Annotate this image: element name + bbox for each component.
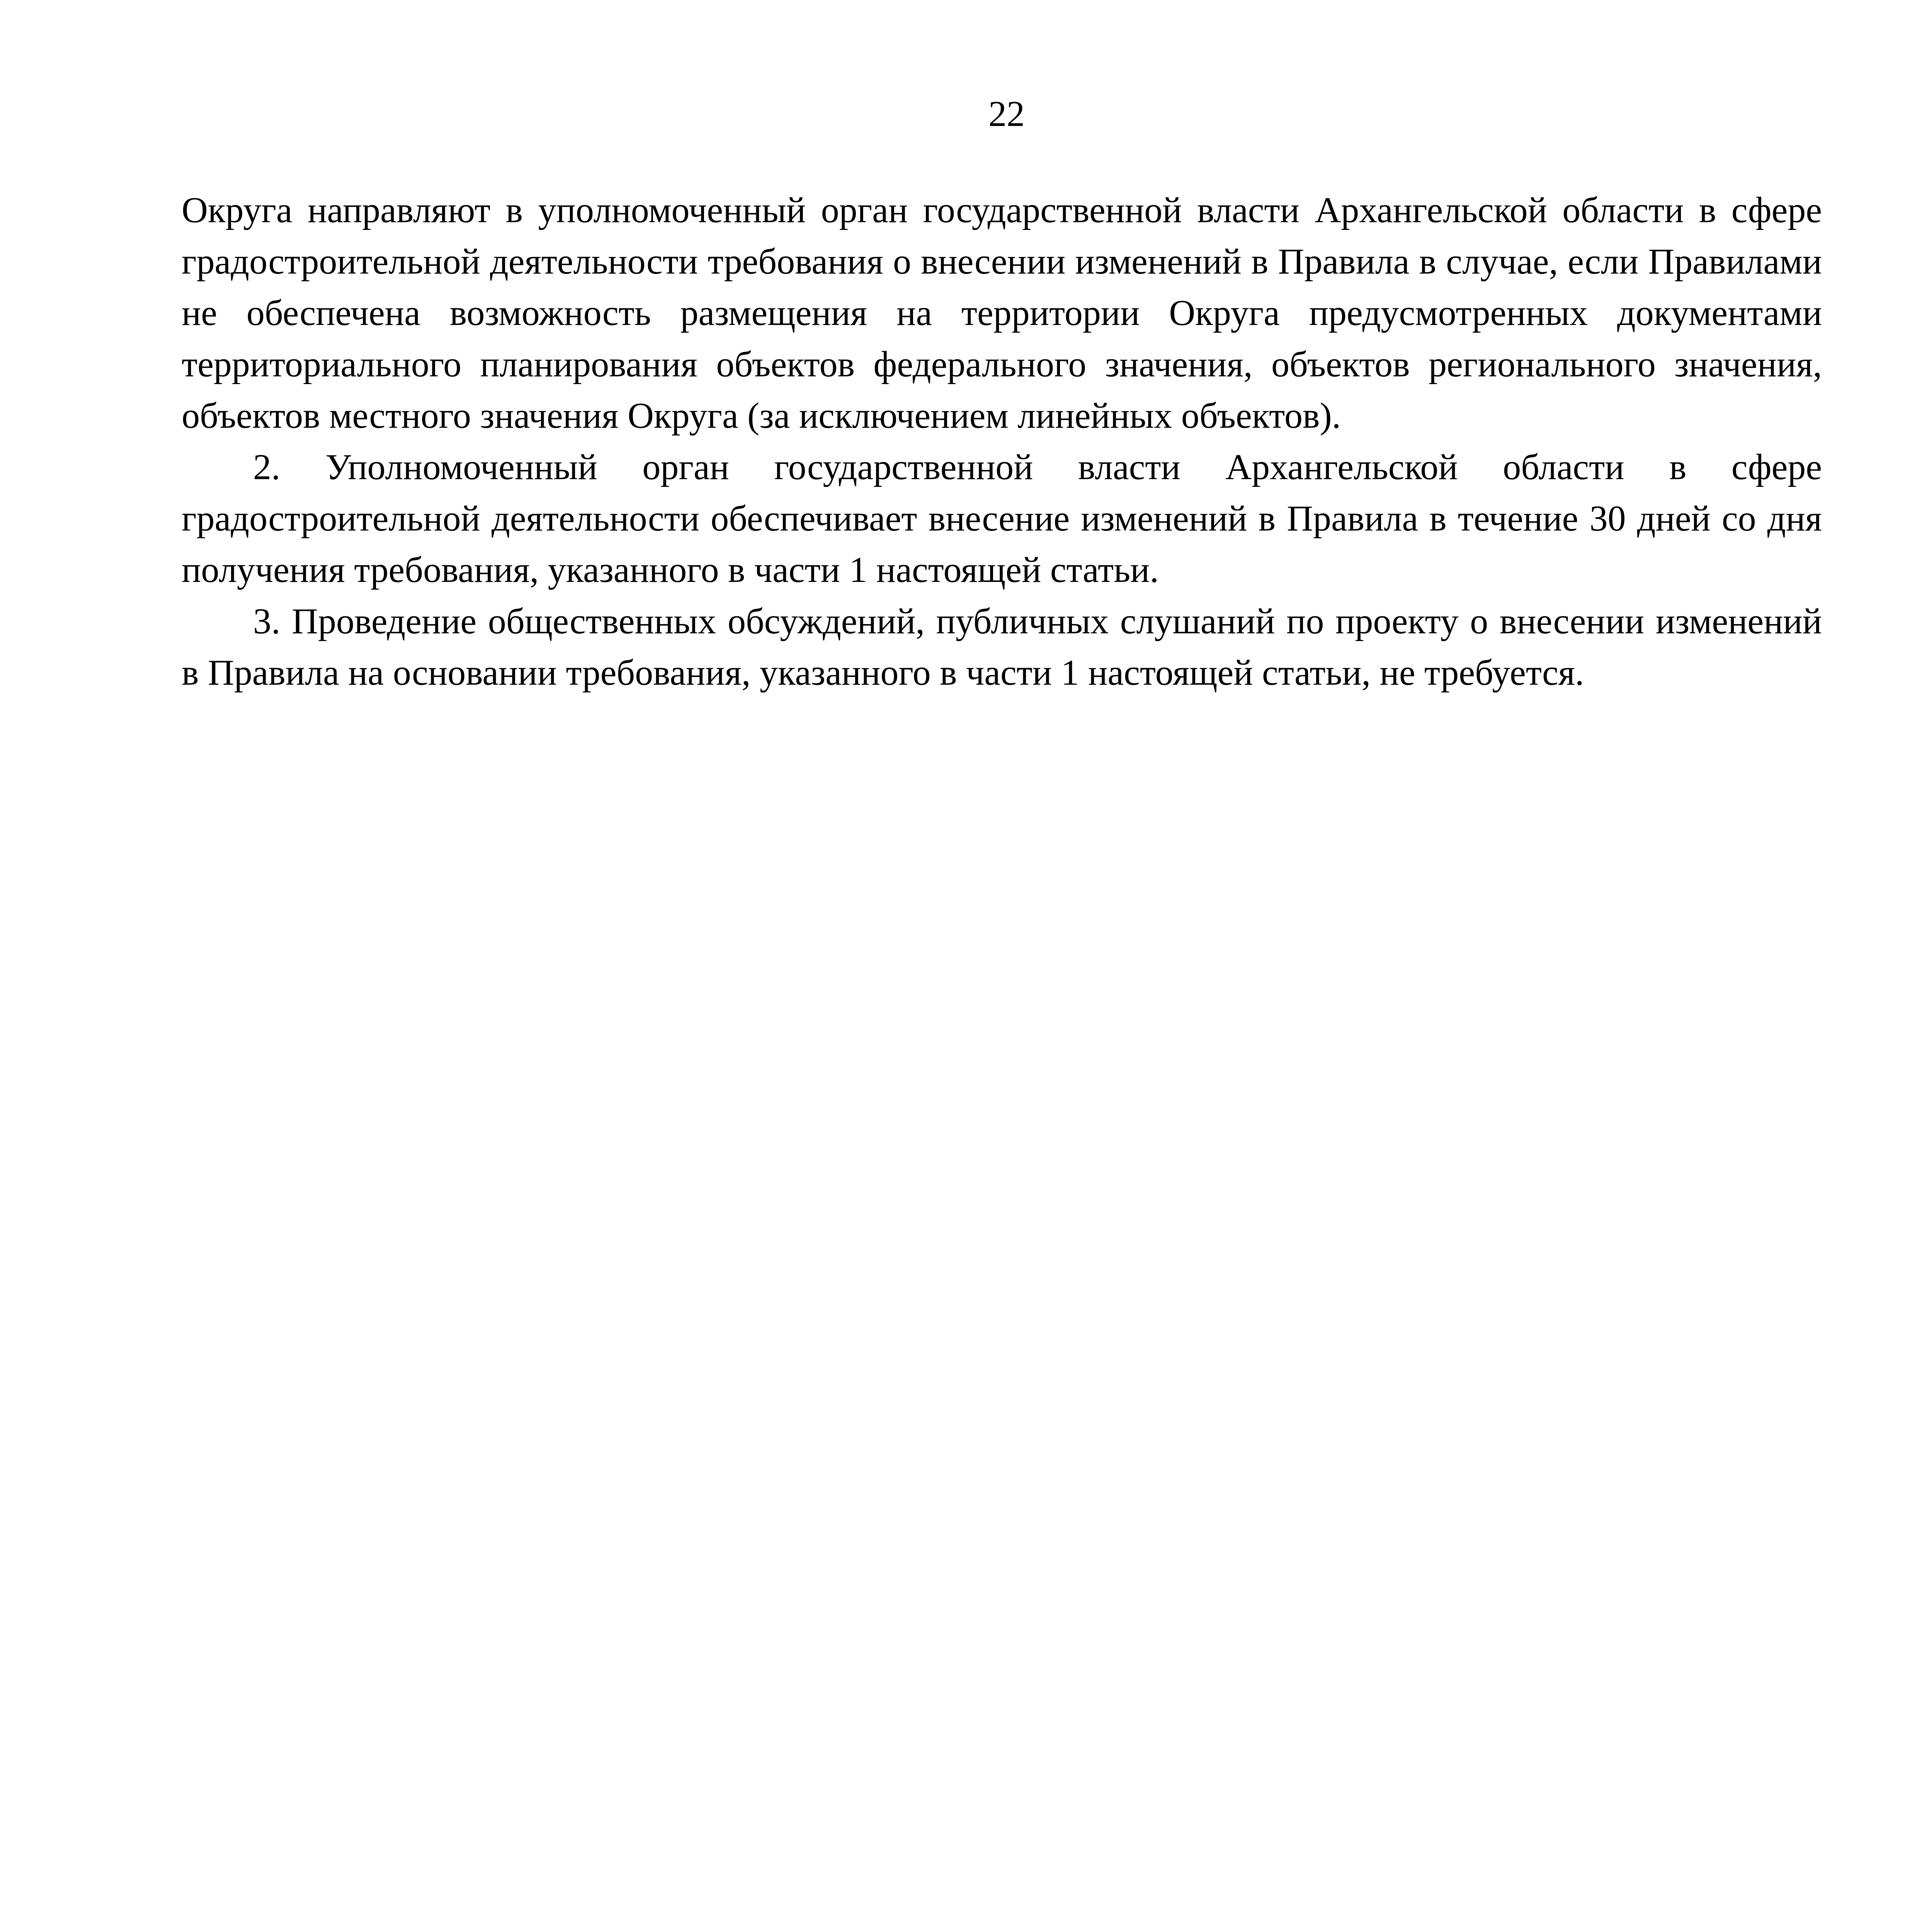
page-number: 22 xyxy=(988,94,1025,134)
paragraph-continuation: Округа направляют в уполномоченный орган государственной власти Архангельской области в сфере градостроительной деятельности требования о внесении изменений в Правила в случае, если Правилами не обеспечена возможность размещения на территории Округа предусмотренных документами территориального планирования объектов федерального значения, объектов регионального значения, объектов местного значения Округа (за исключением линейных объектов). xyxy=(182,190,1822,436)
paragraph-item-3: 3. Проведение общественных обсуждений, публичных слушаний по проекту о внесении изменений в Правила на основании требования, указанного в части 1 настоящей статьи, не требуется. xyxy=(182,601,1822,693)
document-body xyxy=(182,185,1822,699)
paragraph-item-2: 2. Уполномоченный орган государственной власти Архангельской области в сфере градостроительной деятельности обеспечивает внесение изменений в Правила в течение 30 дней со дня получения требования, указанного в части 1 настоящей статьи. xyxy=(182,447,1822,590)
